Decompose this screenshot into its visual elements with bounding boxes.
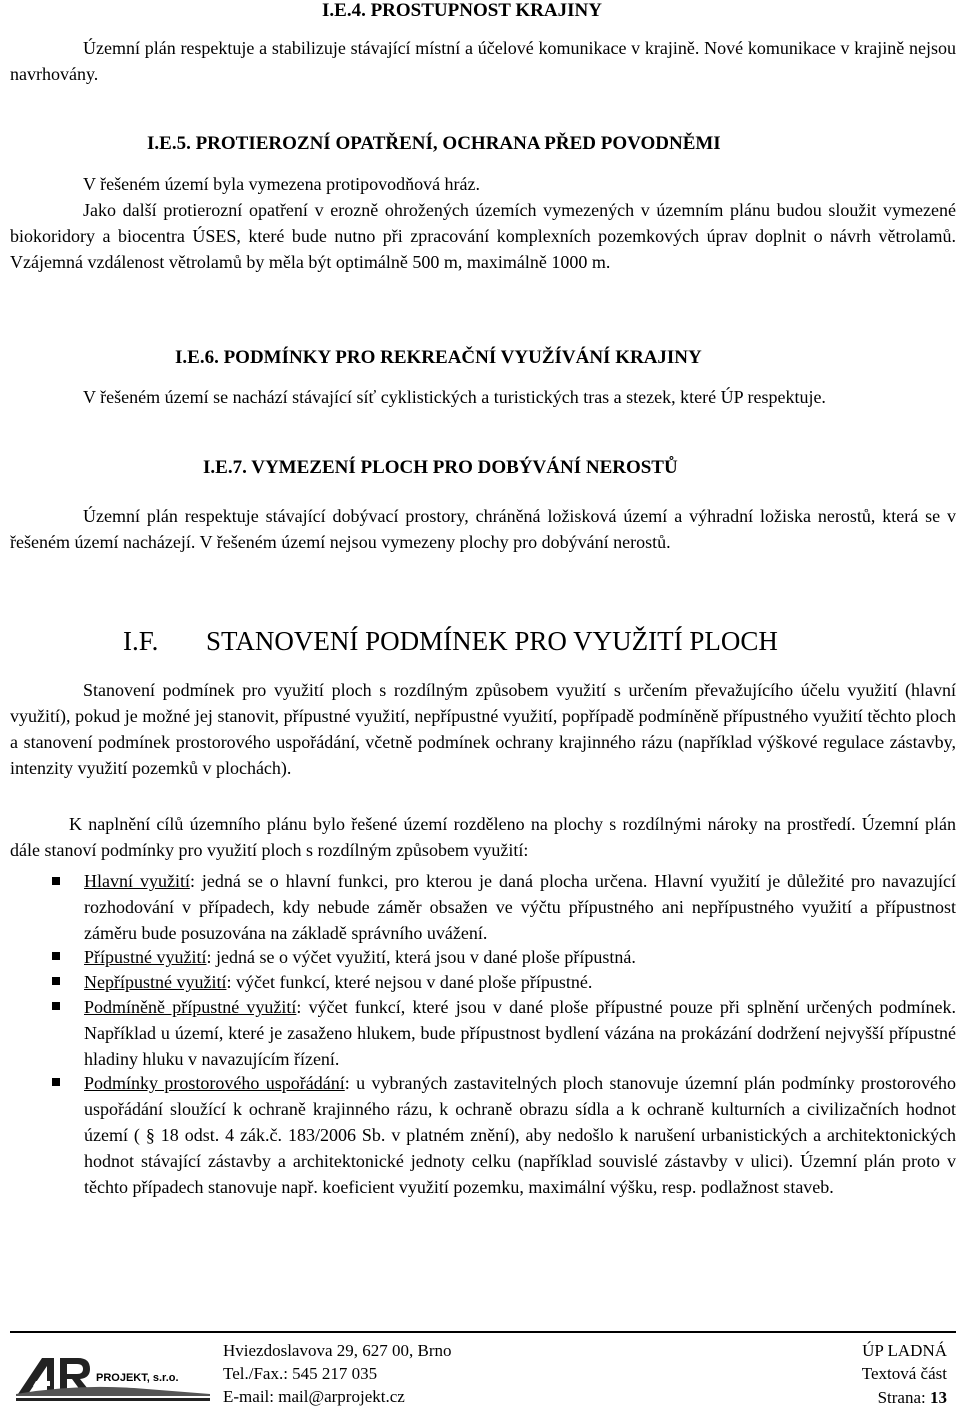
footer-email: E-mail: mail@arprojekt.cz: [223, 1387, 405, 1406]
section-heading-ie5: I.E.5. PROTIEROZNÍ OPATŘENÍ, OCHRANA PŘED POVODNĚMI: [147, 133, 721, 154]
section-heading-ie6: I.E.6. PODMÍNKY PRO REKREAČNÍ VYUŽÍVÁNÍ KRAJINY: [175, 347, 702, 368]
bullet-marker: [52, 952, 60, 960]
footer-page-number: [878, 1386, 947, 1409]
paragraph-ie5-intro: V řešeném území byla vymezena protipovodňová hráz.: [83, 174, 481, 194]
footer-part-name: Textová část: [861, 1364, 947, 1383]
footer-address: Hviezdoslavova 29, 627 00, Brno: [223, 1341, 452, 1360]
bullet-term: Přípustné využití: [84, 947, 207, 967]
page-label: Strana:: [877, 1388, 930, 1407]
paragraph-ie7: Územní plán respektuje stávající dobývací prostory, chráněná ložisková území a výhradní ložiska nerostů, která se v řešeném území nacházejí. V řešeném území nejsou vymezeny plochy pro dobývání nerostů.: [10, 506, 956, 552]
bullet-term: Podmínky prostorového uspořádání: [84, 1073, 345, 1093]
paragraph-ie6: V řešeném území se nachází stávající síť cyklistických a turistických tras a stezek, které ÚP respektuje.: [83, 387, 826, 407]
bullet-term: Podmíněně přípustné využití: [84, 997, 297, 1017]
bullet-item-main-use: [84, 868, 956, 946]
paragraph-ie4: Územní plán respektuje a stabilizuje stávající místní a účelové komunikace v krajině. Nové komunikace v krajině nejsou navrhovány.: [10, 38, 956, 84]
company-logo: [14, 1348, 214, 1404]
bullet-term: Hlavní využití: [84, 871, 190, 891]
paragraph-if-2: K naplnění cílů územního plánu bylo řešené území rozděleno na plochy s rozdílnými nároky na prostředí. Územní plán dále stanoví podmínky pro využití ploch s rozdílným způsobem využití:: [10, 814, 956, 860]
chapter-title: STANOVENÍ PODMÍNEK PRO VYUŽITÍ PLOCH: [206, 626, 778, 656]
bullet-item-conditional-use: [84, 994, 956, 1072]
bullet-text: : výčet funkcí, které jsou v dané ploše přípustné pouze při splnění určených podmínek. Například u území, které je zasaženo hlukem, bude přípustnost bydlení vázána na prokázání dodržení nejvyšší přípustné hladiny hluku v navazujícím řízení.: [84, 997, 956, 1069]
bullet-text: : u vybraných zastavitelných ploch stanovuje územní plán podmínky prostorového uspořádání sloužící k ochraně krajinného rázu, k ochraně obrazu sídla a k ochraně kulturních a civilizačních hodnot území ( § 18 odst. 4 zák.č. 183/2006 Sb. v platném znění), aby nedošlo k narušení urbanistických a architektonických hodnot stávající zástavby a architektonické jednoty celku (například souvislé zástavby v ulici). Územní plán proto v těchto případech stanovuje např. koeficient využití pozemku, maximální výšku, resp. podlažnost staveb.: [84, 1073, 956, 1197]
bullet-text: : jedná se o hlavní funkci, pro kterou je daná plocha určena. Hlavní využití je důležité pro navazující rozhodování v případech, kdy nebude záměr obsažen ve výčtu přípustného ani nepřípustného využití a přípustnost záměru bude posuzována na základě správního uvážení.: [84, 871, 956, 943]
bullet-marker: [52, 977, 60, 985]
bullet-marker: [52, 1002, 60, 1010]
section-heading-ie7: I.E.7. VYMEZENÍ PLOCH PRO DOBÝVÁNÍ NEROSTŮ: [203, 457, 678, 478]
page-number-value: 13: [930, 1388, 947, 1407]
bullet-item-permitted-use: [84, 944, 956, 970]
chapter-number: I.F.: [123, 626, 159, 656]
footer-document-name: ÚP LADNÁ: [862, 1341, 947, 1360]
bullet-marker: [52, 877, 60, 885]
bullet-text: : jedná se o výčet využití, která jsou v dané ploše přípustná.: [206, 947, 636, 967]
paragraph-ie5-body: Jako další protierozní opatření v erozně ohrožených územích vymezených v územním plánu budou sloužit vymezené biokoridory a biocentra ÚSES, které bude nutno při zpracování komplexních pozemkových úprav doplnit o návrh větrolamů. Vzájemná vzdálenost větrolamů by měla být optimálně 500 m, maximálně 1000 m.: [10, 200, 956, 272]
bullet-item-forbidden-use: [84, 969, 956, 995]
logo-company-name: PROJEKT, s.r.o.: [96, 1372, 179, 1384]
bullet-text: : výčet funkcí, které nejsou v dané ploše přípustné.: [226, 972, 593, 992]
bullet-item-spatial-conditions: [84, 1070, 956, 1200]
bullet-marker: [52, 1078, 60, 1086]
footer-rule: [10, 1331, 956, 1333]
bullet-term: Nepřípustné využití: [84, 972, 227, 992]
section-heading-ie4: I.E.4. PROSTUPNOST KRAJINY: [322, 0, 602, 21]
paragraph-if-1: Stanovení podmínek pro využití ploch s rozdílným způsobem využití s určením převažujícího účelu využití (hlavní využití), pokud je možné jej stanovit, přípustné využití, nepřípustné využití, popřípadě podmíněně přípustného využití těchto ploch a stanovení podmínek prostorového uspořádání, včetně podmínek ochrany krajinného rázu (například výškové regulace zástavby, intenzity využití pozemků v plochách).: [10, 680, 956, 778]
footer-phone: Tel./Fax.: 545 217 035: [223, 1364, 378, 1383]
